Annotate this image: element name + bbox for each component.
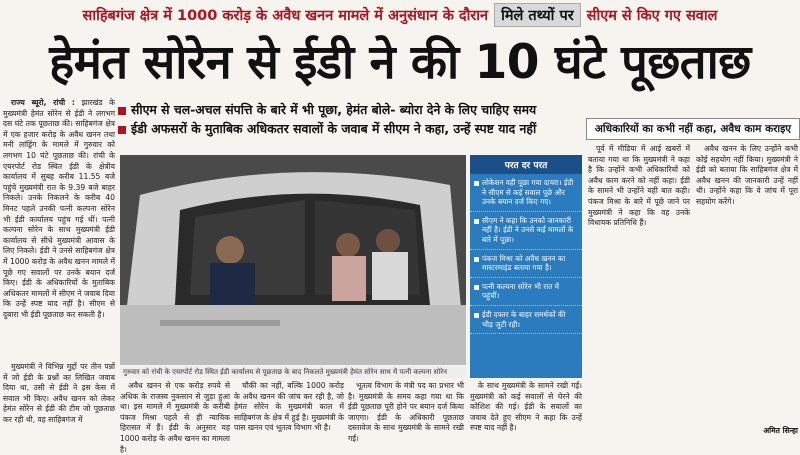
body-text: मुख्यमंत्री ने विभिन्न मुद्दों पर तीन पन्नों में जो ईडी के प्रश्नों का लिखित जवाब दिया था, उसी से ईडी ने इस केस में सवाल भी किए। अवैध खनन को लेकर हेमंत सोरेन से ईडी की टीम जो पूछताछ कर रही थी, वह साहिबगंज में xyxy=(3,362,115,424)
kicker-highlight: मिले तथ्यों पर xyxy=(494,3,581,27)
fact-box xyxy=(470,155,582,378)
news-photo xyxy=(120,155,466,365)
article-column-3 xyxy=(234,381,344,443)
body-text: झारखंड के मुख्यमंत्री हेमंत सोरेन से ईडी ने लगभग दस घंटे तक पूछताछ की। साहिबगंज क्षेत्र में एक हजार करोड़ के अवैध खनन तथा मनी लांड्रिंग के मामले में गुरुवार को लगभग 10 घंटे पूछताछ की। रांची के एयरपोर्ट रोड स्थित ईडी के क्षेत्रीय कार्यालय में सुबह करीब 11.55 बजे पहुंचे मुख्यमंत्री रात के 9.39 बजे बाहर निकले। उनके निकलने के करीब 40 मिनट पहले उनकी पत्नी कल्पना सोरेन भी ईडी कार्यालय पहुंच गई थीं। पत्नी कल्पना सोरेन के साथ मुख्यमंत्री ईडी कार्यालय से सीधे मुख्यमंत्री आवास के लिए निकले। ईडी ने उनसे साहिबगंज क्षेत्र में 1000 करोड़ के अवैध खनन मामले में पूछे गए सवालों पर उनके बयान दर्ज किए। ईडी के अधिकारियों के मुताबिक अधिकतर मामलों में सीएम ने जवाब दिया कि उन्हें स्पष्ट याद नहीं है। सीएम से दुबारा भी ईडी पूछताछ कर सकती है। xyxy=(3,98,115,319)
body-text: चौकी का नहीं, बल्कि 1000 करोड़ के अवैध खनन की जांच कर रही है, जो हेमंत सोरेन के मुख्यमंत्री काल में साहिबगंज के क्षेत्र में हुई है। मुख्यमंत्री के पास खनन एवं भूतत्व विभाग भी है। xyxy=(234,381,344,433)
fact-box-title: परत दर परत xyxy=(470,155,582,174)
bullet-square-icon xyxy=(118,107,126,115)
article-column-1 xyxy=(3,98,115,360)
subhead-bullet-2 xyxy=(118,120,582,137)
subhead-bullet-1 xyxy=(118,101,582,118)
article-column-5 xyxy=(470,381,582,443)
body-text: भूतत्व विभाग के मंत्री पद का प्रभार भी है। मुख्यमंत्री के समय कहा गया था कि ईडी पूछताछ पूरी होने पर बयान दर्ज किया जाएगा। ईडी के अधिकारी पूछताछ दस्तावेज के साथ मुख्यमंत्री के सामने रखी गईं। xyxy=(348,381,464,443)
headline: हेमंत सोरेन से ईडी ने की 10 घंटे पूछताछ xyxy=(49,35,751,90)
body-text: के साथ मुख्यमंत्री के सामने रखी गईं। मुख्यमंत्री को कई सवालों से घेरने की कोशिश की गई। ईडी के सवालों का जवाब देते हुए सीएम ने कहा कि उन्हें स्पष्ट याद नहीं है। xyxy=(470,381,582,433)
fact-item: ईडी दफ्तर के बाहर समर्थकों की भीड़ जुटी रही। xyxy=(470,306,582,334)
article-column-1-cont xyxy=(3,362,115,444)
article-column-2 xyxy=(120,381,230,454)
byline: राज्य ब्यूरो, रांची : xyxy=(11,98,75,107)
fact-item: सीएम ने कहा कि उनको जानकारी नहीं है। ईडी ने उनसे कई मामलों के बारे में पूछा। xyxy=(470,212,582,250)
body-text: पूर्व में मीडिया में आई खबरों में बताया गया था कि मुख्यमंत्री ने कहा है कि उन्होंने कभी अधिकारियों को अवैध काम करने को नहीं कहा। ईडी के सामने भी उन्होंने यही बात कही। पंकज मिश्रा के बारे में पूछे जाने पर मुख्यमंत्री ने कहा कि वह उनके विधायक प्रतिनिधि हैं। xyxy=(588,144,690,228)
kicker-line xyxy=(0,0,800,30)
fact-item: पंकज मिश्रा को अवैध खनन का मास्टरमाइंड बताया गया है। xyxy=(470,250,582,278)
article-column-4 xyxy=(348,381,464,443)
kicker-text-right: सीएम से किए गए सवाल xyxy=(586,8,718,24)
fact-item: पत्नी कल्पना सोरेन भी रात में पहुंचीं। xyxy=(470,278,582,306)
body-text: अवैध खनन से एक करोड़ रुपये से अधिक के राजस्व नुकसान से जुड़ा हुआ था। इस मामले में मुख्यमंत्री के करीबी पंकज मिश्रा पहले से ही न्यायिक हिरासत में हैं। ईडी के अनुसार यह 1000 करोड़ के अवैध खनन का मामला है। xyxy=(120,381,230,454)
side-story-column-2 xyxy=(696,144,798,424)
side-story-title: अधिकारियों का कभी नहीं कहा, अवैध काम कराइए xyxy=(586,118,800,140)
subhead-text: ईडी अफसरों के मुताबिक अधिकतर सवालों के जवाब में सीएम ने कहा, उन्हें स्पष्ट याद नहीं xyxy=(131,121,537,136)
car-photo-illustration xyxy=(120,155,466,365)
kicker-text: साहिबगंज क्षेत्र में 1000 करोड़ के अवैध खनन मामले में अनुसंधान के दौरान xyxy=(82,8,489,24)
photo-caption: गुरुवार को रांची के एयरपोर्ट रोड स्थित ईडी कार्यालय से पूछताछ के बाद निकलते मुख्यमंत्री हेमंत सोरेन साथ में पत्नी कल्पना सोरेन xyxy=(120,366,466,378)
subhead-text: सीएम से चल-अचल संपत्ति के बारे में भी पूछा, हेमंत बोले- ब्योरा देने के लिए चाहिए समय xyxy=(131,102,537,117)
side-story-column-1 xyxy=(588,144,690,440)
body-text: अवैध खनन के लिए उन्होंने कभी कोई सहयोग नहीं किया। मुख्यमंत्री ने ईडी को बताया कि साहिबगंज क्षेत्र में अवैध खनन की जानकारी उन्हें नहीं थी। उन्होंने कहा कि वे जांच में पूरा सहयोग करेंगे। xyxy=(696,144,798,206)
fact-item: लोकेशन वही पूछा गया दायरा। ईडी ने सीएम से कई सवाल पूछे और उनके बयान दर्ज किए गए। xyxy=(470,174,582,212)
author-signature: अमित सिन्हा xyxy=(763,426,798,435)
bullet-square-icon xyxy=(118,126,126,134)
